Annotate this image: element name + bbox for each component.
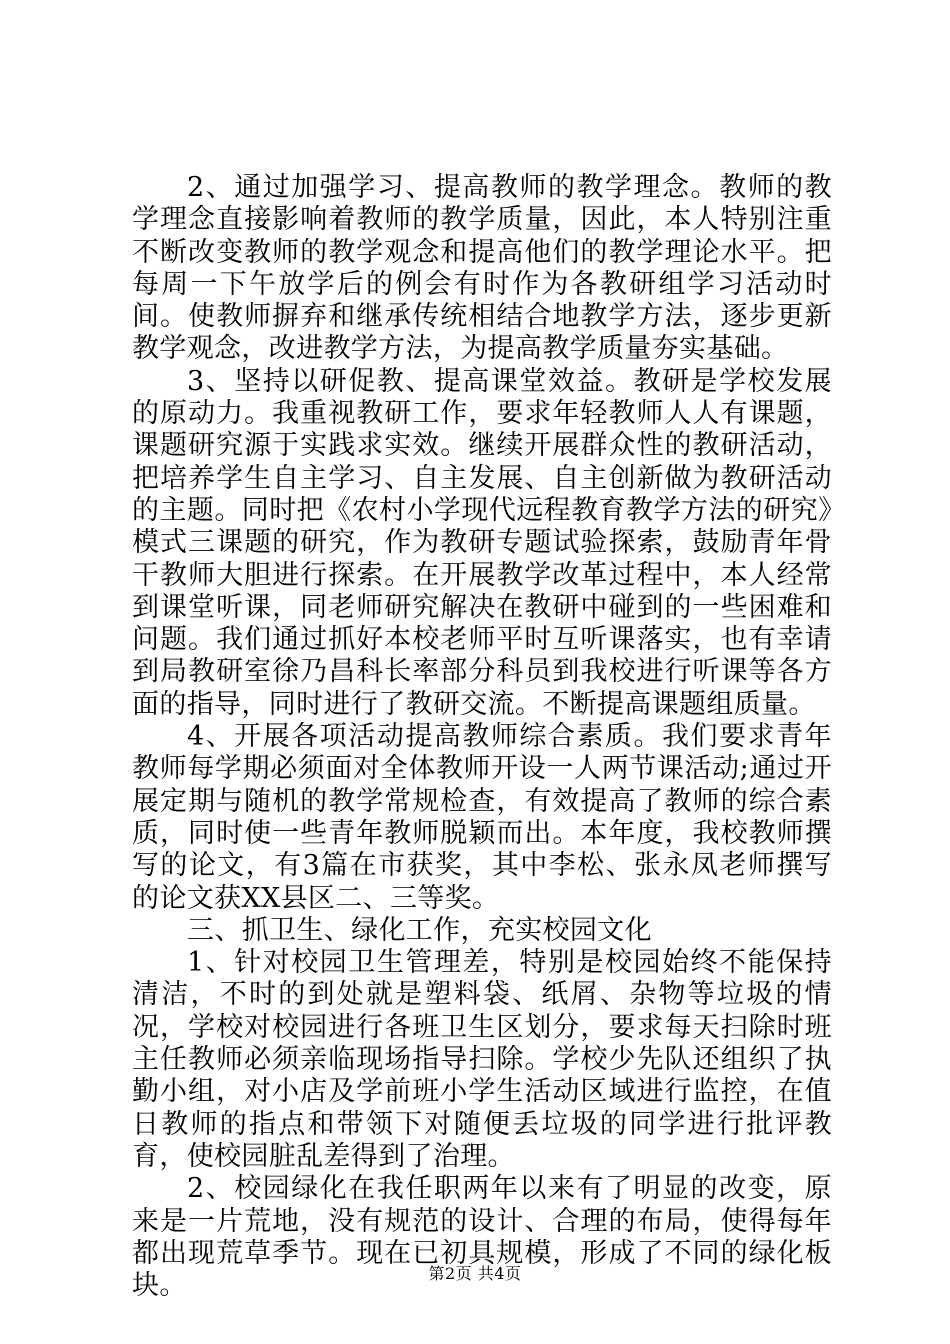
paragraph-item-2-greening: 2、校园绿化在我任职两年以来有了明显的改变，原来是一片荒地，没有规范的设计、合理的布局，使得每年都出现荒草季节。现在已初具规模，形成了不同的绿化板块。 <box>132 1173 832 1302</box>
paragraph-item-4-activities: 4、开展各项活动提高教师综合素质。我们要求青年教师每学期必须面对全体教师开设一人两节课活动;通过开展定期与随机的教学常规检查，有效提高了教师的综合素质，同时使一些青年教师脱颖而出。本年度，我校教师撰写的论文，有3篇在市获奖，其中李松、张永凤老师撰写的论文获XX县区二、三等奖。 <box>132 721 832 914</box>
paragraph-item-2-teaching-concept: 2、通过加强学习、提高教师的教学理念。教师的教学理念直接影响着教师的教学质量，因此，本人特别注重不断改变教师的教学观念和提高他们的教学理论水平。把每周一下午放学后的例会有时作为各教研组学习活动时间。使教师摒弃和继承传统相结合地教学方法，逐步更新教学观念，改进教学方法，为提高教学质量夯实基础。 <box>132 172 832 365</box>
paragraph-item-1-hygiene: 1、针对校园卫生管理差，特别是校园始终不能保持清洁，不时的到处就是塑料袋、纸屑、杂物等垃圾的情况，学校对校园进行各班卫生区划分，要求每天扫除时班主任教师必须亲临现场指导扫除。学校少先队还组织了执勤小组，对小店及学前班小学生活动区域进行监控，在值日教师的指点和带领下对随便丢垃圾的同学进行批评教育，使校园脏乱差得到了治理。 <box>132 947 832 1172</box>
document-body <box>132 172 832 1302</box>
page-number-footer: 第2页 共4页 <box>428 1264 522 1283</box>
section-heading-hygiene-greening: 三、抓卫生、绿化工作，充实校园文化 <box>187 914 652 946</box>
paragraph-item-3-research: 3、坚持以研促教、提高课堂效益。教研是学校发展的原动力。我重视教研工作，要求年轻教师人人有课题，课题研究源于实践求实效。继续开展群众性的教研活动，把培养学生自主学习、自主发展、自主创新做为教研活动的主题。同时把《农村小学现代远程教育教学方法的研究》模式三课题的研究，作为教研专题试验探索，鼓励青年骨干教师大胆进行探索。在开展教学改革过程中，本人经常到课堂听课，同老师研究解决在教研中碰到的一些困难和问题。我们通过抓好本校老师平时互听课落实，也有幸请到局教研室徐乃昌科长率部分科员到我校进行听课等各方面的指导，同时进行了教研交流。不断提高课题组质量。 <box>132 365 832 720</box>
